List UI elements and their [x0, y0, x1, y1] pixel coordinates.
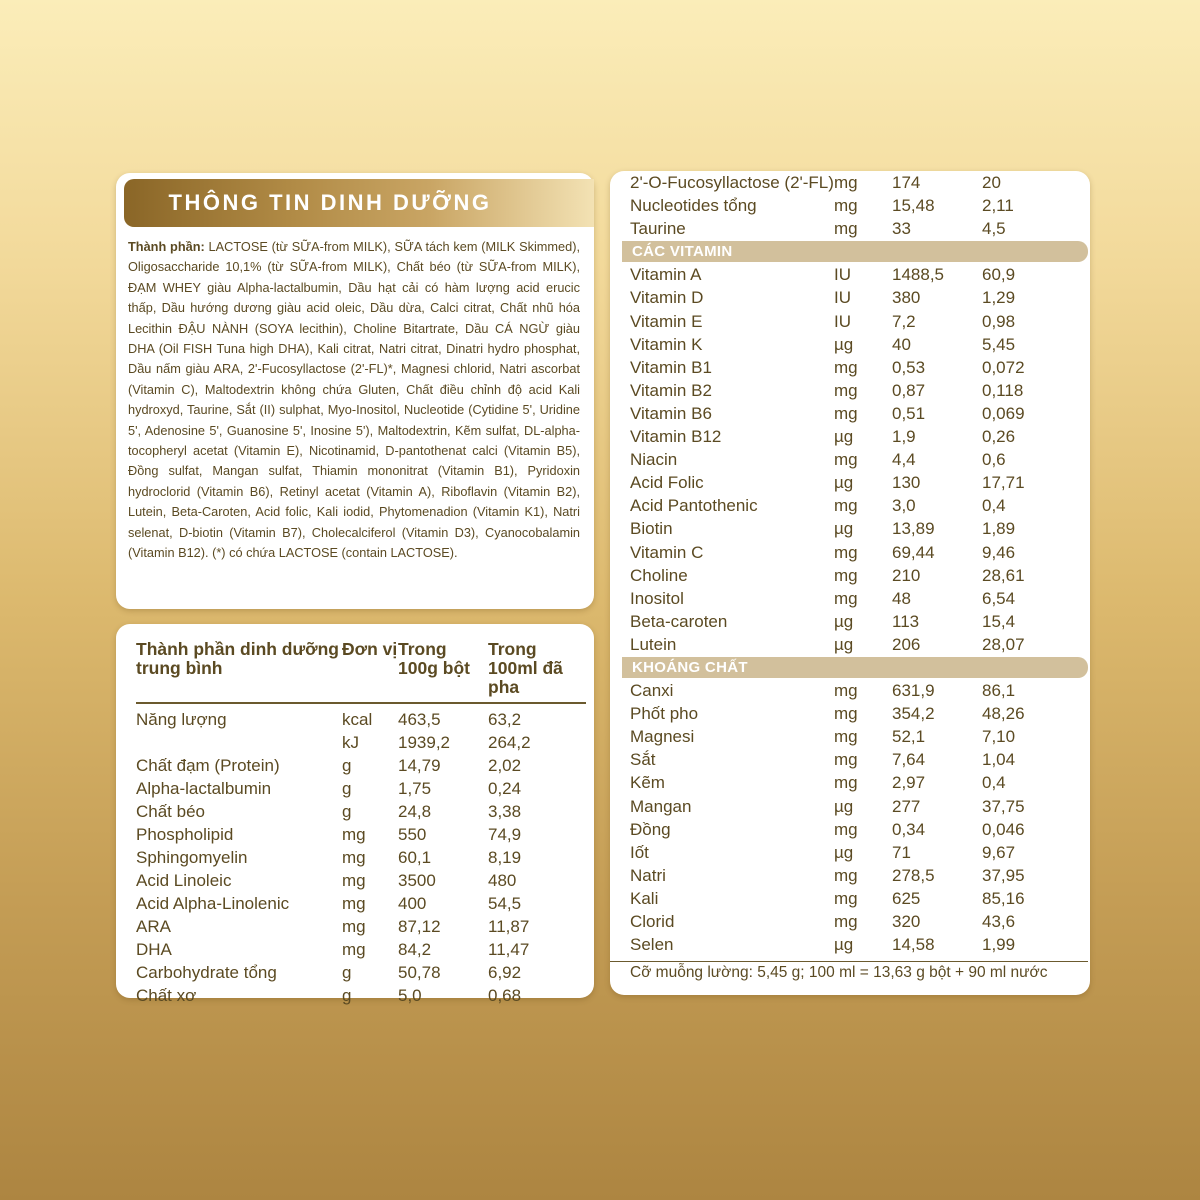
unit: mg [834, 196, 858, 216]
value-per-100g: 33 [892, 219, 911, 239]
section-header-row [630, 240, 1088, 263]
table-row [630, 425, 1088, 448]
table-row [630, 748, 1088, 771]
nutrient-name: Sphingomyelin [136, 848, 248, 867]
header-per-100ml: Trong 100ml đã pha [488, 640, 586, 703]
table-row [136, 731, 586, 754]
nutrient-name: Taurine [630, 219, 686, 239]
unit: kcal [342, 710, 373, 729]
value-per-100g: 15,48 [892, 196, 935, 216]
nutrient-name: Clorid [630, 912, 675, 931]
unit: µg [834, 611, 854, 631]
table-row [630, 795, 1088, 818]
table-row [630, 194, 1088, 217]
unit: µg [834, 842, 854, 862]
value-per-100g: 0,34 [892, 819, 926, 839]
nutrient-name: Niacin [630, 450, 678, 470]
nutrient-name: Vitamin K [630, 334, 703, 354]
value-per-100g: 7,64 [892, 750, 926, 770]
panel-title: THÔNG TIN DINH DƯỠNG [168, 190, 492, 215]
nutrient-name: Phốt pho [630, 704, 699, 724]
table-header-row [136, 640, 586, 703]
unit: mg [834, 888, 858, 908]
table-row [136, 846, 586, 869]
value-per-100ml: 1,99 [982, 935, 1016, 955]
nutrient-name: Chất béo [136, 802, 205, 821]
unit: g [342, 986, 352, 1005]
table-row [630, 448, 1088, 471]
table-row [630, 887, 1088, 910]
value-per-100g: 14,58 [892, 935, 935, 955]
table-row [630, 263, 1088, 286]
header-per-100g: Trong 100g bột [398, 640, 488, 703]
unit: g [342, 756, 352, 775]
value-per-100ml: 17,71 [982, 473, 1025, 493]
nutrient-name: Biotin [630, 519, 673, 539]
table-row [630, 587, 1088, 610]
unit: mg [834, 403, 858, 423]
minerals-section-title: KHOÁNG CHẤT [622, 657, 1088, 678]
value-per-100ml: 0,24 [488, 779, 522, 798]
value-per-100g: 1939,2 [398, 733, 450, 752]
table-row [630, 818, 1088, 841]
nutrient-name: Chất đạm (Protein) [136, 756, 280, 775]
table-row [136, 754, 586, 777]
value-per-100ml: 60,9 [982, 265, 1016, 285]
table-row [630, 864, 1088, 887]
nutrient-name: Magnesi [630, 727, 695, 747]
value-per-100g: 380 [892, 288, 921, 308]
nutrient-name: Beta-caroten [630, 611, 728, 631]
table-row [630, 610, 1088, 633]
value-per-100ml: 0,98 [982, 311, 1016, 331]
nutrient-name: 2'-O-Fucosyllactose (2'-FL) [630, 173, 834, 192]
unit: mg [834, 588, 858, 608]
vitamins-minerals-card [610, 171, 1090, 995]
unit: mg [834, 357, 858, 377]
nutrient-name: Canxi [630, 681, 674, 701]
unit: mg [342, 894, 366, 913]
value-per-100g: 84,2 [398, 940, 432, 959]
nutrient-name: Selen [630, 935, 674, 955]
unit: mg [834, 380, 858, 400]
nutrient-name: Carbohydrate tổng [136, 963, 277, 982]
value-per-100g: 0,53 [892, 357, 926, 377]
value-per-100ml: 0,6 [982, 450, 1006, 470]
vitamins-minerals-table [630, 171, 1088, 956]
vitamins-section [630, 240, 1088, 263]
nutrient-name: Nucleotides tổng [630, 196, 757, 216]
value-per-100ml: 480 [488, 871, 517, 890]
nutrient-name: Lutein [630, 634, 677, 654]
value-per-100ml: 6,54 [982, 588, 1016, 608]
nutrient-name: Mangan [630, 796, 692, 816]
value-per-100g: 130 [892, 473, 921, 493]
value-per-100ml: 2,11 [982, 196, 1014, 216]
nutrient-name [136, 731, 342, 754]
value-per-100ml: 28,07 [982, 634, 1025, 654]
table-row [630, 679, 1088, 702]
value-per-100ml: 9,46 [982, 542, 1016, 562]
value-per-100g: 14,79 [398, 756, 441, 775]
value-per-100ml: 15,4 [982, 611, 1016, 631]
table-row [630, 471, 1088, 494]
ingredients-label: Thành phần: [128, 239, 205, 254]
value-per-100ml: 1,89 [982, 519, 1016, 539]
value-per-100ml: 0,26 [982, 427, 1016, 447]
top-rows [630, 171, 1088, 240]
value-per-100g: 52,1 [892, 727, 926, 747]
value-per-100ml: 43,6 [982, 912, 1016, 931]
nutrient-name: Vitamin B6 [630, 403, 712, 423]
table-row [630, 217, 1088, 240]
unit: µg [834, 935, 854, 955]
table-row [136, 869, 586, 892]
table-row [136, 961, 586, 984]
header-nutrient: Thành phần dinh dưỡng trung bình [136, 640, 342, 703]
unit: mg [834, 542, 858, 562]
nutrient-name: Phospholipid [136, 825, 234, 844]
nutrient-name: Acid Alpha-Linolenic [136, 894, 290, 913]
unit: mg [342, 871, 366, 890]
nutrient-name: Natri [630, 865, 666, 885]
value-per-100g: 1,75 [398, 779, 432, 798]
macronutrient-card [116, 624, 594, 1005]
unit: mg [342, 825, 366, 844]
title-banner [124, 179, 594, 227]
value-per-100ml: 7,10 [982, 727, 1016, 747]
nutrient-name: Vitamin B12 [630, 427, 722, 447]
value-per-100g: 1488,5 [892, 265, 944, 285]
nutrient-name: Acid Pantothenic [630, 496, 758, 516]
unit: µg [834, 796, 854, 816]
unit: mg [834, 173, 858, 192]
value-per-100ml: 11,87 [488, 917, 530, 936]
value-per-100ml: 86,1 [982, 681, 1016, 701]
nutrient-name: Kẽm [630, 773, 665, 793]
value-per-100g: 3500 [398, 871, 436, 890]
table-row [630, 171, 1088, 194]
unit: g [342, 963, 352, 982]
table-row [136, 823, 586, 846]
value-per-100g: 631,9 [892, 681, 935, 701]
unit: g [342, 779, 352, 798]
unit: mg [834, 565, 858, 585]
unit: mg [834, 704, 858, 724]
table-row [630, 402, 1088, 425]
macronutrient-table [136, 640, 586, 1007]
nutrient-name: Inositol [630, 588, 684, 608]
nutrient-name: Chất xơ [136, 986, 197, 1005]
unit: mg [834, 450, 858, 470]
value-per-100g: 40 [892, 334, 911, 354]
nutrient-name: Vitamin E [630, 311, 703, 331]
unit: mg [834, 219, 858, 239]
value-per-100g: 278,5 [892, 865, 935, 885]
value-per-100g: 48 [892, 588, 911, 608]
ingredients-card [116, 173, 594, 609]
value-per-100g: 7,2 [892, 311, 916, 331]
value-per-100ml: 2,02 [488, 756, 522, 775]
nutrient-name: Đồng [630, 819, 671, 839]
value-per-100g: 87,12 [398, 917, 441, 936]
unit: mg [834, 750, 858, 770]
table-row [630, 933, 1088, 956]
value-per-100ml: 1,29 [982, 288, 1016, 308]
value-per-100g: 60,1 [398, 848, 432, 867]
value-per-100g: 174 [892, 173, 921, 192]
macronutrient-rows [136, 703, 586, 1007]
table-row [136, 938, 586, 961]
value-per-100g: 24,8 [398, 802, 432, 821]
unit: µg [834, 634, 854, 654]
table-row [630, 564, 1088, 587]
unit: µg [834, 473, 854, 493]
value-per-100g: 625 [892, 888, 921, 908]
value-per-100ml: 3,38 [488, 802, 522, 821]
table-row [136, 984, 586, 1007]
table-row [136, 703, 586, 731]
unit: mg [342, 848, 366, 867]
value-per-100g: 320 [892, 912, 921, 931]
nutrient-name: Năng lượng [136, 710, 227, 729]
value-per-100g: 277 [892, 796, 921, 816]
value-per-100g: 113 [892, 611, 920, 631]
value-per-100g: 71 [892, 842, 911, 862]
value-per-100ml: 0,046 [982, 819, 1025, 839]
value-per-100g: 4,4 [892, 450, 916, 470]
unit: mg [342, 917, 366, 936]
value-per-100g: 50,78 [398, 963, 441, 982]
value-per-100ml: 5,45 [982, 334, 1016, 354]
nutrient-name: Iốt [630, 842, 649, 862]
unit: mg [834, 496, 858, 516]
table-row [136, 915, 586, 938]
value-per-100g: 69,44 [892, 542, 935, 562]
table-row [136, 892, 586, 915]
table-row [630, 517, 1088, 540]
value-per-100ml: 6,92 [488, 963, 522, 982]
table-row [630, 633, 1088, 656]
mineral-rows [630, 679, 1088, 956]
value-per-100g: 5,0 [398, 986, 422, 1005]
unit: µg [834, 427, 854, 447]
unit: IU [834, 265, 851, 285]
nutrient-name: Kali [630, 888, 659, 908]
table-row [136, 777, 586, 800]
nutrient-name: Acid Folic [630, 473, 704, 493]
value-per-100ml: 8,19 [488, 848, 522, 867]
table-row [630, 379, 1088, 402]
nutrient-name: Sắt [630, 750, 656, 770]
value-per-100ml: 37,75 [982, 796, 1025, 816]
value-per-100ml: 20 [982, 173, 1001, 192]
table-row [630, 725, 1088, 748]
value-per-100g: 1,9 [892, 427, 916, 447]
value-per-100ml: 54,5 [488, 894, 522, 913]
table-row [630, 310, 1088, 333]
unit: g [342, 802, 352, 821]
unit: mg [834, 681, 858, 701]
value-per-100ml: 0,68 [488, 986, 522, 1005]
table-row [630, 910, 1088, 933]
value-per-100g: 13,89 [892, 519, 935, 539]
minerals-section [630, 656, 1088, 679]
value-per-100g: 354,2 [892, 704, 935, 724]
unit: mg [834, 727, 858, 747]
serving-footnote: Cỡ muỗng lường: 5,45 g; 100 ml = 13,63 g bột + 90 ml nước [630, 964, 1048, 981]
unit: mg [834, 773, 858, 793]
value-per-100ml: 0,4 [982, 773, 1006, 793]
value-per-100ml: 9,67 [982, 842, 1016, 862]
vitamins-section-title: CÁC VITAMIN [622, 241, 1088, 262]
value-per-100ml: 11,47 [488, 940, 530, 959]
nutrient-name: Vitamin C [630, 542, 704, 562]
unit: µg [834, 519, 854, 539]
value-per-100g: 210 [892, 565, 921, 585]
unit: mg [834, 865, 858, 885]
value-per-100g: 550 [398, 825, 427, 844]
unit: mg [342, 940, 366, 959]
unit: mg [834, 912, 858, 931]
header-unit: Đơn vị [342, 640, 398, 703]
table-row [136, 800, 586, 823]
table-row [630, 702, 1088, 725]
value-per-100g: 2,97 [892, 773, 926, 793]
table-row [630, 494, 1088, 517]
value-per-100ml: 0,118 [982, 380, 1024, 400]
unit: mg [834, 819, 858, 839]
value-per-100ml: 28,61 [982, 565, 1025, 585]
value-per-100ml: 1,04 [982, 750, 1016, 770]
unit: IU [834, 288, 851, 308]
nutrient-name: Acid Linoleic [136, 871, 232, 890]
table-row [630, 771, 1088, 794]
value-per-100g: 0,87 [892, 380, 926, 400]
nutrient-name: Vitamin B1 [630, 357, 712, 377]
value-per-100ml: 4,5 [982, 219, 1006, 239]
ingredients-text [128, 237, 580, 564]
value-per-100ml: 37,95 [982, 865, 1025, 885]
value-per-100g: 206 [892, 634, 921, 654]
nutrient-name: Vitamin A [630, 265, 702, 285]
table-row [630, 286, 1088, 309]
ingredients-list: LACTOSE (từ SỮA-from MILK), SỮA tách kem (MILK Skimmed), Oligosaccharide 10,1% (từ SỮA-from MILK), Chất béo (từ SỮA-from MILK), ĐẠM WHEY giàu Alpha-lactalbumin, Dầu hạt cải có hàm lượng acid erucic thấp, Dầu hướng dương giàu acid oleic, Dầu dừa, Calci citrat, Chất nhũ hóa Lecithin ĐẬU NÀNH (SOYA lecithin), Choline Bitartrate, Dầu CÁ NGỪ giàu DHA (Oil FISH Tuna high DHA), Kali citrat, Natri citrat, Dinatri hydro phosphat, Dầu nấm giàu ARA, 2'-Fucosyllactose (2'-FL)*, Magnesi chlorid, Natri ascorbat (Vitamin C), Maltodextrin không chứa Gluten, Chất điều chỉnh độ acid Kali hydroxyd, Taurine, Sắt (II) sulphat, Myo-Inositol, Nucleotide (Cytidine 5', Uridine 5', Adenosine 5', Guanosine 5', Inosine 5'), Maltodextrin, Kẽm sulfat, DL-alpha-tocopheryl acetat (Vitamin E), Nicotinamid, D-pantothenat calci (Vitamin B5), Đồng sulfat, Mangan sulfat, Thiamin mononitrat (Vitamin B1), Pyridoxin hydroclorid (Vitamin B6), Retinyl acetat (Vitamin A), Riboflavin (Vitamin B2), Lutein, Beta-Caroten, Acid folic, Kali iodid, Phytomenadion (Vitamin K1), Natri selenat, D-biotin (Vitamin B7), Cholecalciferol (Vitamin D3), Cyanocobalamin (Vitamin B12). (*) có chứa LACTOSE (contain LACTOSE). [128, 239, 580, 561]
value-per-100g: 0,51 [892, 403, 926, 423]
vitamin-rows [630, 263, 1088, 656]
value-per-100g: 3,0 [892, 496, 916, 516]
value-per-100ml: 0,4 [982, 496, 1006, 516]
nutrient-name: Vitamin D [630, 288, 704, 308]
value-per-100ml: 0,069 [982, 403, 1025, 423]
value-per-100ml: 264,2 [488, 733, 531, 752]
unit: kJ [342, 733, 359, 752]
value-per-100ml: 0,072 [982, 357, 1025, 377]
nutrient-name: Choline [630, 565, 688, 585]
nutrient-name: Vitamin B2 [630, 380, 712, 400]
nutrient-name: Alpha-lactalbumin [136, 779, 272, 798]
table-row [630, 841, 1088, 864]
table-row [630, 356, 1088, 379]
value-per-100g: 463,5 [398, 710, 441, 729]
nutrient-name: DHA [136, 940, 172, 959]
value-per-100ml: 74,9 [488, 825, 522, 844]
table-row [630, 541, 1088, 564]
nutrient-name: ARA [136, 917, 171, 936]
value-per-100ml: 63,2 [488, 710, 522, 729]
value-per-100ml: 48,26 [982, 704, 1025, 724]
table-row [630, 333, 1088, 356]
unit: IU [834, 311, 851, 331]
section-header-row [630, 656, 1088, 679]
value-per-100g: 400 [398, 894, 427, 913]
value-per-100ml: 85,16 [982, 888, 1025, 908]
unit: µg [834, 334, 854, 354]
